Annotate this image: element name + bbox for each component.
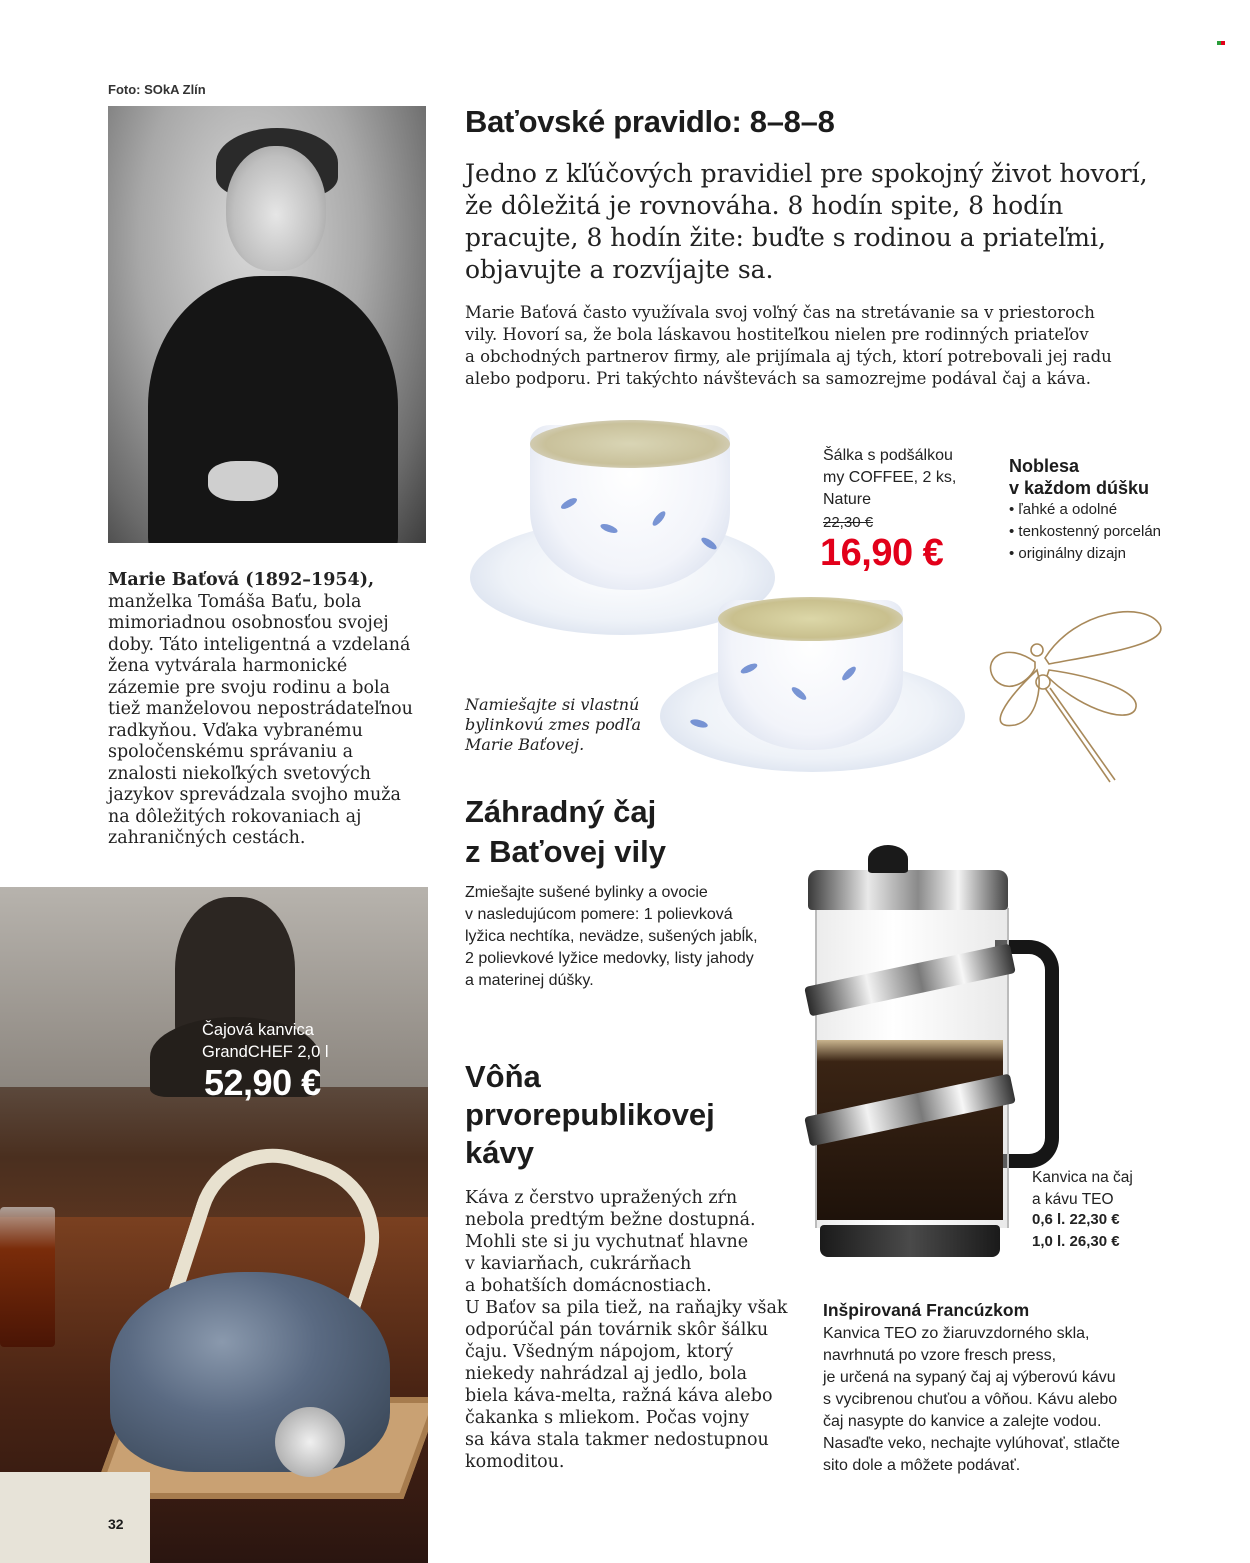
kettle-product-name (202, 1019, 329, 1063)
noblesa-title-line: v každom dúšku (1009, 478, 1150, 498)
tea-paragraph (465, 882, 795, 992)
bio-body: manželka Tomáša Baťu, bola mimoriadnou osobnosťou svojej doby. Táto inteligentná a vzdelaná žena vytvárala harmonické zázemie pre svoju rodinu a bola tiež manželovou nepostrádateľnou radkyňou. Vďaka vybranému spoločenskému správaniu a znalosti niekoľkých svetových jazykov sprevádzala svojho muža na dôležitých rokovaniach aj zahraničných cestách. (108, 591, 413, 848)
noblesa-feature-list (1009, 499, 1161, 565)
coffee-title-line: kávy (465, 1135, 534, 1170)
tea-line: lyžica nechtíka, nevädze, sušených jabĺk, (465, 928, 758, 945)
cup-tea-surface (530, 420, 730, 468)
coffee-title-line: prvorepublikovej (465, 1097, 715, 1132)
cup-name-line: Šálka s podšálkou (823, 447, 953, 464)
cup-tea-surface (718, 597, 903, 641)
coffee-line: biela káva-melta, ražná káva alebo (465, 1386, 773, 1406)
inspired-title: Inšpirovaná Francúzkom (823, 1300, 1030, 1320)
press-base-image (820, 1225, 1000, 1257)
coffee-line: čaju. Všedným nápojom, ktorý (465, 1342, 734, 1362)
kettle-price: 52,90 € (204, 1062, 321, 1103)
tea-title (465, 792, 666, 872)
press-knob-image (868, 845, 908, 873)
page-number: 32 (108, 1516, 124, 1532)
rule-paragraph-line: a obchodných partnerov firmy, ale prijímala aj tých, ktorí potrebovali jej radu (465, 347, 1112, 366)
italic-note (465, 695, 641, 755)
inspired-line: sito dole a môžete podávať. (823, 1457, 1021, 1474)
press-top-image (808, 870, 1008, 910)
cup-product-name (823, 445, 956, 511)
coffee-line: a bohatších domácnostiach. (465, 1276, 712, 1296)
press-product-name (1032, 1167, 1133, 1211)
press-name-line: Kanvica na čaj (1032, 1169, 1133, 1186)
cup-new-price: 16,90 € (820, 532, 944, 574)
press-price-small: 0,6 l. 22,30 € (1032, 1211, 1120, 1228)
cup-old-price: 22,30 € (823, 514, 874, 531)
rule-title: Baťovské pravidlo: 8–8–8 (465, 104, 835, 139)
rule-lead (465, 158, 1165, 286)
coffee-line: sa káva stala takmer nedostupnou (465, 1430, 769, 1450)
bio-name: Marie Baťová (1892–1954), (108, 570, 375, 590)
coffee-line: nebola predtým bežne dostupná. (465, 1210, 756, 1230)
kettle-name-line: GrandCHEF 2,0 l (202, 1043, 329, 1061)
photo-credit: Foto: SOkA Zlín (108, 82, 206, 97)
tea-title-line: Záhradný čaj (465, 794, 657, 829)
coffee-line: odporúčal pán továrnik skôr šálku (465, 1320, 769, 1340)
rule-paragraph-line: Marie Baťová často využívala svoj voľný čas na stretávanie sa v priestoroch (465, 303, 1095, 322)
coffee-line: Káva z čerstvo upražených zŕn (465, 1188, 738, 1208)
inspired-line: je určená na sypaný čaj aj výberovú kávu (823, 1369, 1116, 1386)
coffee-line: niekedy nahrádzal aj jedlo, bola (465, 1364, 748, 1384)
coffee-title-line: Vôňa (465, 1059, 541, 1094)
coffee-line: čakanka s mliekom. Počas vojny (465, 1408, 750, 1428)
cup-name-line: my COFFEE, 2 ks, (823, 469, 957, 486)
portrait-photo-marie-batova (108, 106, 426, 543)
rule-paragraph (465, 302, 1165, 390)
inspired-line: Kanvica TEO zo žiaruvzdorného skla, (823, 1325, 1090, 1342)
inspired-paragraph (823, 1323, 1183, 1477)
tea-title-line: z Baťovej vily (465, 834, 666, 869)
noblesa-title (1009, 455, 1149, 499)
rule-paragraph-line: alebo podporu. Pri takýchto návštevách sa samozrejme podával čaj a káva. (465, 369, 1091, 388)
coffee-line: komoditou. (465, 1452, 565, 1472)
corner-color-mark (1217, 32, 1225, 40)
note-line: Namiešajte si vlastnú (465, 695, 640, 714)
noblesa-title-line: Noblesa (1009, 456, 1080, 476)
rule-lead-line: pracujte, 8 hodín žite: buďte s rodinou a priateľmi, (465, 223, 1106, 252)
coffee-title (465, 1058, 715, 1172)
inspired-line: s vycibrenou chuťou a vôňou. Kávu alebo (823, 1391, 1118, 1408)
coffee-line: Mohli ste si ju vychutnať hlavne (465, 1232, 749, 1252)
coffee-paragraph (465, 1187, 810, 1473)
rule-paragraph-line: vily. Hovorí sa, že bola láskavou hostiteľkou nielen pre rodinných priateľov (465, 325, 1089, 344)
cup-name-line: Nature (823, 491, 872, 508)
rule-lead-line: že dôležitá je rovnováha. 8 hodín spite, 8 hodín (465, 191, 1064, 220)
feature-item: • tenkostenný porcelán (1009, 521, 1161, 543)
coffee-line: U Baťov sa pila tiež, na raňajky však (465, 1298, 788, 1318)
tea-line: a materinej dúšky. (465, 972, 594, 989)
feature-item: • ľahké a odolné (1009, 499, 1161, 521)
coffee-line: v kaviarňach, cukrárňach (465, 1254, 692, 1274)
note-line: Marie Baťovej. (465, 735, 585, 754)
interior-kettle-photo (0, 887, 428, 1563)
note-line: bylinkovú zmes podľa (465, 715, 642, 734)
press-price-large: 1,0 l. 26,30 € (1032, 1233, 1120, 1250)
tea-line: v nasledujúcom pomere: 1 polievková (465, 906, 733, 923)
kettle-name-line: Čajová kanvica (202, 1021, 314, 1039)
tea-line: Zmiešajte sušené bylinky a ovocie (465, 884, 708, 901)
feature-item: • originálny dizajn (1009, 543, 1161, 565)
inspired-line: čaj nasypte do kanvice a zalejte vodou. (823, 1413, 1102, 1430)
dragonfly-illustration (975, 600, 1175, 790)
press-name-line: a kávu TEO (1032, 1191, 1114, 1208)
rule-lead-line: Jedno z kľúčových pravidiel pre spokojný život hovorí, (465, 159, 1148, 188)
tea-line: 2 polievkové lyžice medovky, listy jahody (465, 950, 754, 967)
rule-lead-line: objavujte a rozvíjajte sa. (465, 255, 774, 284)
bio-text (108, 570, 418, 850)
inspired-line: Nasaďte veko, nechajte vylúhovať, stlačte (823, 1435, 1120, 1452)
inspired-line: navrhnutá po vzore fresch press, (823, 1347, 1057, 1364)
